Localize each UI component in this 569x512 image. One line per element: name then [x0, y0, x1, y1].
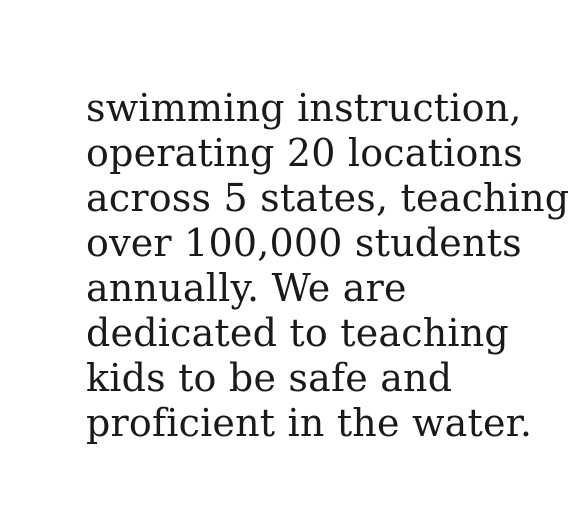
paragraph-line: operating 20 locations	[86, 131, 523, 175]
paragraph-line: kids to be safe and	[86, 356, 453, 400]
paragraph-line: across 5 states, teaching	[86, 176, 569, 220]
body-paragraph	[86, 86, 569, 446]
paragraph-line: proficient in the water.	[86, 401, 533, 445]
paragraph-line: annually. We are	[86, 266, 407, 310]
paragraph-line: swimming instruction,	[86, 86, 522, 130]
paragraph-line: over 100,000 students	[86, 221, 522, 265]
paragraph-line: dedicated to teaching	[86, 311, 509, 355]
